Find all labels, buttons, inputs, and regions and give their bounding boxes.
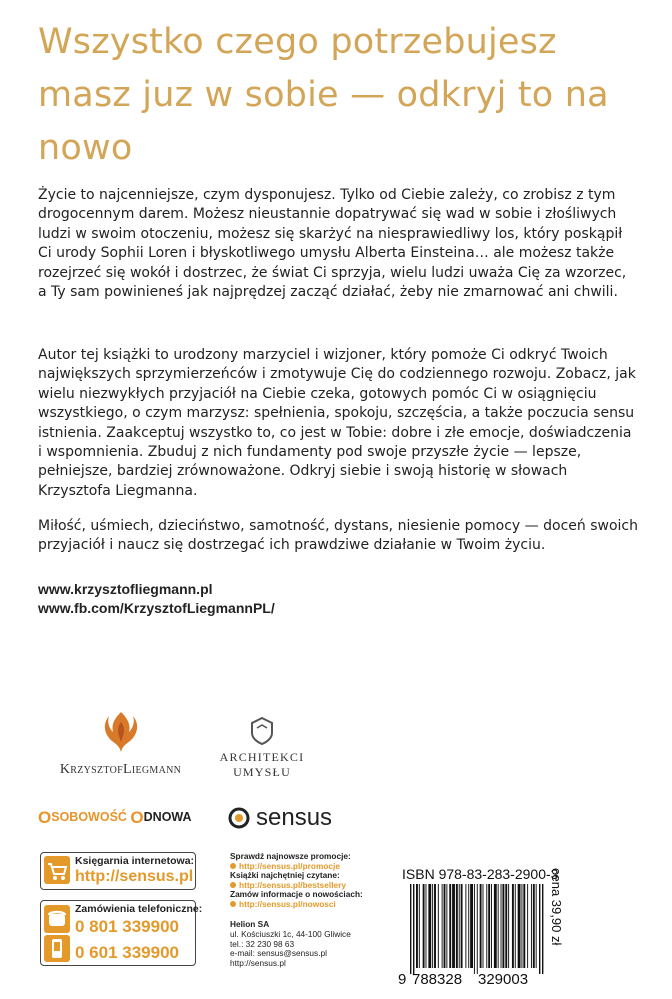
website-link[interactable]: www.krzysztofliegmann.pl: [38, 581, 213, 597]
online-shop-box[interactable]: [40, 852, 196, 890]
publisher-address: [230, 920, 351, 969]
series-o-icon-1: O: [38, 808, 52, 827]
phone-orders-box: [40, 900, 203, 966]
shop-url-link[interactable]: http://sensus.pl: [75, 868, 194, 885]
architekci-line-1: ARCHITEKCI: [219, 750, 305, 764]
phoenix-icon: [101, 708, 141, 756]
series-word-2: DNOWA: [143, 810, 192, 824]
promo-info: [230, 852, 390, 910]
company-web[interactable]: http://sensus.pl: [230, 958, 286, 969]
publisher-name: sensus: [256, 804, 333, 831]
page-title: Wszystko czego potrzebujesz masz juz w sobie — odkryj to na nowo: [38, 22, 609, 168]
barcode: [398, 884, 548, 988]
author-last-name: Liegmann: [123, 762, 182, 777]
architekci-umyslu-logo: [212, 716, 312, 780]
promo-link-2[interactable]: http://sensus.pl/bestsellery: [239, 879, 346, 890]
promo-link-1[interactable]: http://sensus.pl/promocje: [239, 860, 340, 871]
architekci-line-2: UMYSŁU: [233, 765, 291, 779]
sensus-swirl-icon: [228, 807, 250, 829]
bullet-icon: [230, 882, 236, 888]
company-street: ul. Kościuszki 1c, 44-100 Gliwice: [230, 928, 351, 939]
phone-icon: [44, 905, 70, 933]
phone-number-landline[interactable]: 0 801 339900: [75, 917, 179, 936]
bullet-icon: [230, 863, 236, 869]
phone-number-mobile[interactable]: 0 601 339900: [75, 943, 179, 962]
price: cena 39,90 zł: [549, 868, 564, 946]
series-word-1: SOBOWOŚĆ: [51, 810, 127, 824]
description-paragraph-1: Życie to najcenniejsze, czym dysponujesz. Tylko od Ciebie zależy, co zrobisz z tym drogocennym darem. Możesz nieustannie dopatrywać się wad w sobie i złośliwych ludzi w swoim otoczeniu, możesz się skarżyć na niesprawiedliwy los, który poskąpił Ci urody Sophii Loren i błyskotliwego umysłu Alberta Einsteina… ale możesz także rozejrzeć się wokół i dostrzec, że świat Ci sprzyja, wielu ludzi uważa Cię za wzorzec, a Ty sam powinieneś jak najprędzej zacząć działać, żeby nie zmarnować ani chwili.: [38, 187, 627, 301]
description-paragraph-3: Miłość, uśmiech, dzieciństwo, samotność, dystans, niesienie pomocy — doceń swoich przyjaciół i naucz się dostrzegać ich prawdziwe działanie w Twoim życiu.: [38, 518, 638, 554]
series-logo: [38, 808, 192, 828]
mobile-phone-icon: [44, 935, 70, 962]
barcode-digits-group-1: 788328: [412, 971, 463, 988]
isbn: ISBN 978-83-283-2900-3: [402, 866, 559, 882]
bullet-icon: [230, 901, 236, 907]
author-links: [38, 580, 275, 618]
author-logo-label: [38, 762, 203, 778]
shield-icon: [249, 716, 275, 746]
promo-line-1: Sprawdź najnowsze promocje:: [230, 851, 351, 861]
author-logo: [38, 708, 203, 778]
promo-line-3: Zamów informacje o nowościach:: [230, 889, 363, 900]
promo-line-2: Książki najchętniej czytane:: [230, 870, 340, 881]
price-label: [548, 868, 568, 968]
company-email[interactable]: e-mail: sensus@sensus.pl: [230, 948, 327, 959]
company-name: Helion SA: [230, 919, 270, 929]
promo-link-3[interactable]: http://sensus.pl/nowosci: [239, 898, 336, 909]
barcode-digit-first: 9: [398, 971, 407, 988]
online-shop-label: Księgarnia internetowa:: [75, 855, 195, 867]
facebook-link[interactable]: www.fb.com/KrzysztofLiegmannPL/: [38, 600, 275, 616]
company-tel: tel.: 32 230 98 63: [230, 938, 295, 949]
shopping-cart-icon: [44, 856, 70, 884]
phone-orders-label: Zamówienia telefoniczne:: [75, 903, 203, 915]
author-first-name: Krzysztof: [59, 762, 124, 777]
barcode-digits-group-2: 329003: [478, 971, 529, 988]
description-paragraph-2: Autor tej książki to urodzony marzyciel i wizjoner, który pomoże Ci odkryć Twoich największych sprzymierzeńców i zmotywuje Cię do codziennego rozwoju. Zobacz, jak wielu niezwykłych przyjaciół na Ciebie czeka, gotowych pomóc Ci w osiągnięciu wszystkiego, o czym marzysz: spełnienia, spokoju, szczęścia, a także poczucia sensu istnienia. Zaakceptuj wszystko to, co jest w Tobie: dobre i złe emocje, doświadczenia i wspomnienia. Zbuduj z nich fundamenty pod swoje przyszłe życie — lepsze, pełniejsze, bardziej zrównoważone. Odkryj siebie i swoją historię w słowach Krzysztofa Liegmanna.: [38, 347, 636, 499]
series-o-icon-2: O: [130, 808, 144, 827]
publisher-logo: [228, 804, 332, 832]
